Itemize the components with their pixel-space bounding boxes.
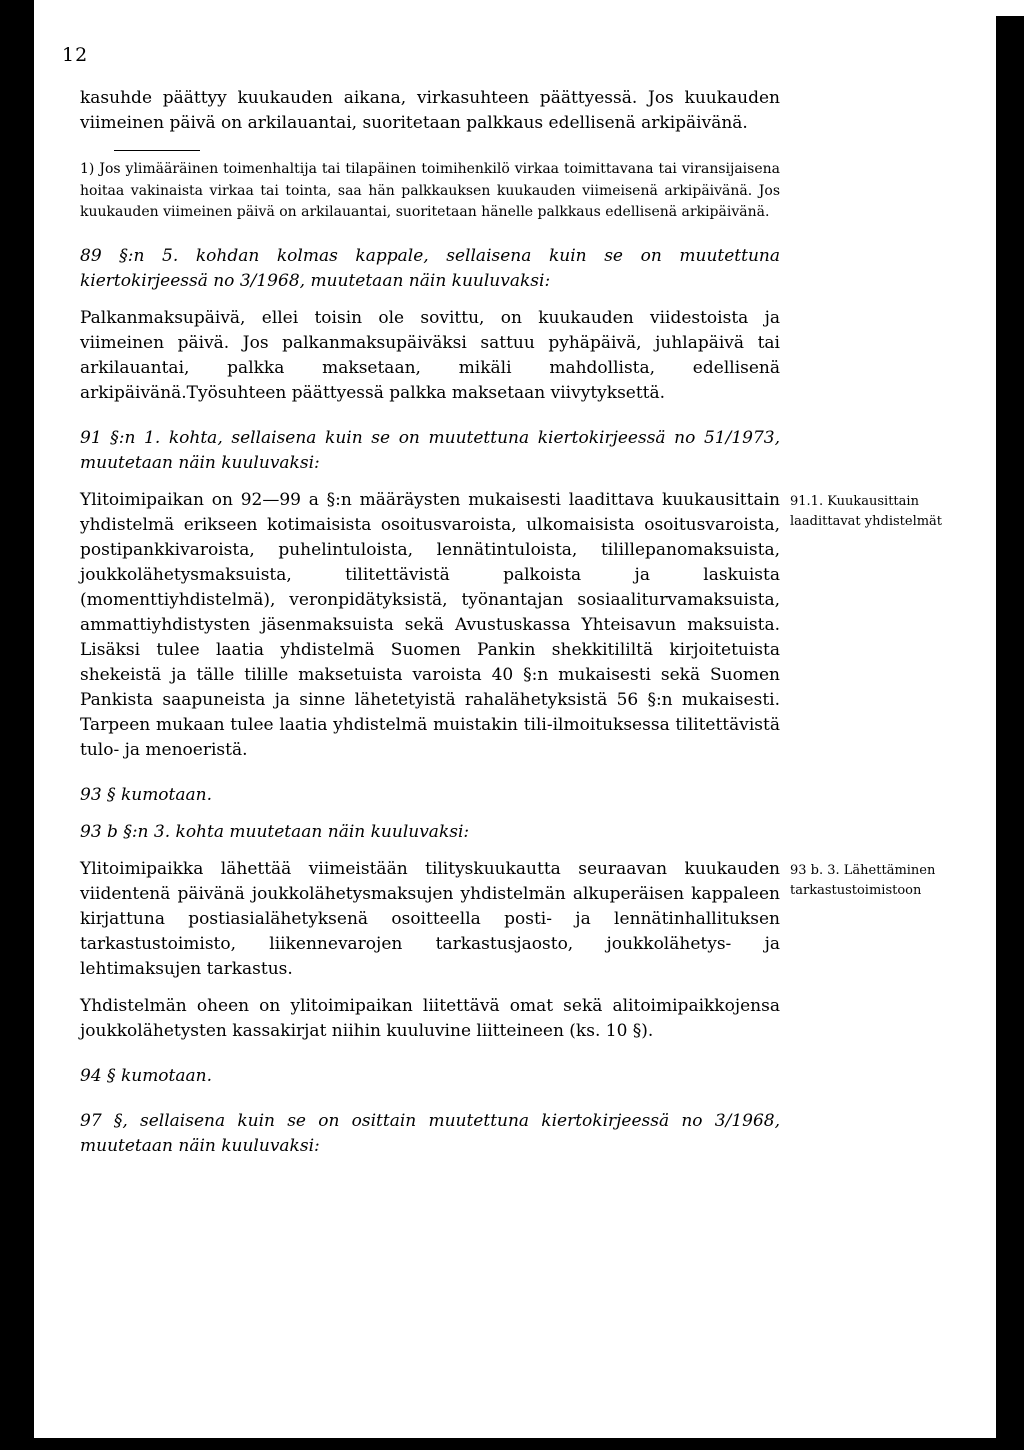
footnote: 1) Jos ylimääräinen toimenhaltija tai tilapäinen toimihenkilö virkaa toimittavana tai viransijaisena hoitaa vakinaista virkaa tai tointa, saa hän palkkauksen kuukauden viimeisenä arkipäivänä. Jos kuukauden viimeinen päivä on arkilauantai, suoritetaan hänelle palkkaus edellisenä arkipäivänä. xyxy=(80,161,780,220)
document-body xyxy=(80,86,780,1159)
intro-paragraph: kasuhde päättyy kuukauden aikana, virkasuhteen päättyessä. Jos kuukauden viimeinen päivä on arkilauantai, suoritetaan palkkaus edellisenä arkipäivänä. xyxy=(80,88,780,133)
margin-note-93b: 93 b. 3. Lähettäminen tarkastustoimistoon xyxy=(790,862,936,898)
section-93b-body-2: Yhdistelmän oheen on ylitoimipaikan liitettävä omat sekä alitoimipaikkojensa joukkolähetysten kassakirjat niihin kuuluvine liitteineen (ks. 10 §). xyxy=(80,995,780,1041)
section-91-heading: 91 §:n 1. kohta, sellaisena kuin se on muutettuna kiertokirjeessä no 51/1973, muutetaan näin kuuluvaksi: xyxy=(80,427,780,473)
page-number: 12 xyxy=(62,44,89,66)
section-93b-body-1: Ylitoimipaikka lähettää viimeistään tilityskuukautta seuraavan kuukauden viidentenä päivänä joukkolähetysmaksujen yhdistelmän alkuperäisen kappaleen kirjattuna postiasialähetyksenä osoitteella posti- ja lennätinhallituksen tarkastustoimisto, liikennevarojen tarkastusjaosto, joukkolähetys- ja lehtimaksujen tarkastus. xyxy=(80,858,780,979)
section-89-heading: 89 §:n 5. kohdan kolmas kappale, sellaisena kuin se on muutettuna kiertokirjeessä no 3/1968, muutetaan näin kuuluvaksi: xyxy=(80,245,780,291)
margin-note-91: 91.1. Kuukausittain laadittavat yhdistelmät xyxy=(790,493,943,529)
scan-border-bottom xyxy=(0,1438,1024,1450)
section-91-body: Ylitoimipaikan on 92—99 a §:n määräysten mukaisesti laadittava kuukausittain yhdistelmä erikseen kotimaisista osoitusvaroista, ulkomaisista osoitusvaroista, postipankkivaroista, puhelintuloista, lennätintuloista, tilillepanomaksuista, joukkolähetysmaksuista, tilitettävistä palkoista ja laskuista (momenttiyhdistelmä), veronpidätyksistä, työnantajan sosiaaliturvamaksuista, ammattiyhdistysten jäsenmaksuista sekä Avustuskassa Yhteisavun maksuista. Lisäksi tulee laatia yhdistelmä Suomen Pankin shekkitililtä kirjoitetuista shekeistä ja tälle tilille maksetuista varoista 40 §:n mukaisesti sekä Suomen Pankista saapuneista ja sinne lähetetyistä rahalähetyksistä 56 §:n mukaisesti. Tarpeen mukaan tulee laatia yhdistelmä muistakin tili-ilmoituksessa tilitettävistä tulo- ja menoeristä. xyxy=(80,489,780,760)
section-94-heading: 94 § kumotaan. xyxy=(80,1065,212,1086)
section-89-body: Palkanmaksupäivä, ellei toisin ole sovittu, on kuukauden viidestoista ja viimeinen päivä. Jos palkanmaksupäiväksi sattuu pyhäpäivä, juhlapäivä tai arkilauantai, palkka maksetaan, mikäli mahdollista, edellisenä arkipäivänä.Työsuhteen päättyessä palkka maksetaan viivytyksettä. xyxy=(80,307,780,403)
scan-border-left xyxy=(0,0,34,1450)
section-93-heading: 93 § kumotaan. xyxy=(80,784,212,805)
section-93b-heading: 93 b §:n 3. kohta muutetaan näin kuuluvaksi: xyxy=(80,821,470,842)
footnote-rule xyxy=(114,150,200,151)
section-97-heading: 97 §, sellaisena kuin se on osittain muutettuna kiertokirjeessä no 3/1968, muutetaan näin kuuluvaksi: xyxy=(80,1110,780,1156)
scan-border-right xyxy=(996,16,1024,1450)
